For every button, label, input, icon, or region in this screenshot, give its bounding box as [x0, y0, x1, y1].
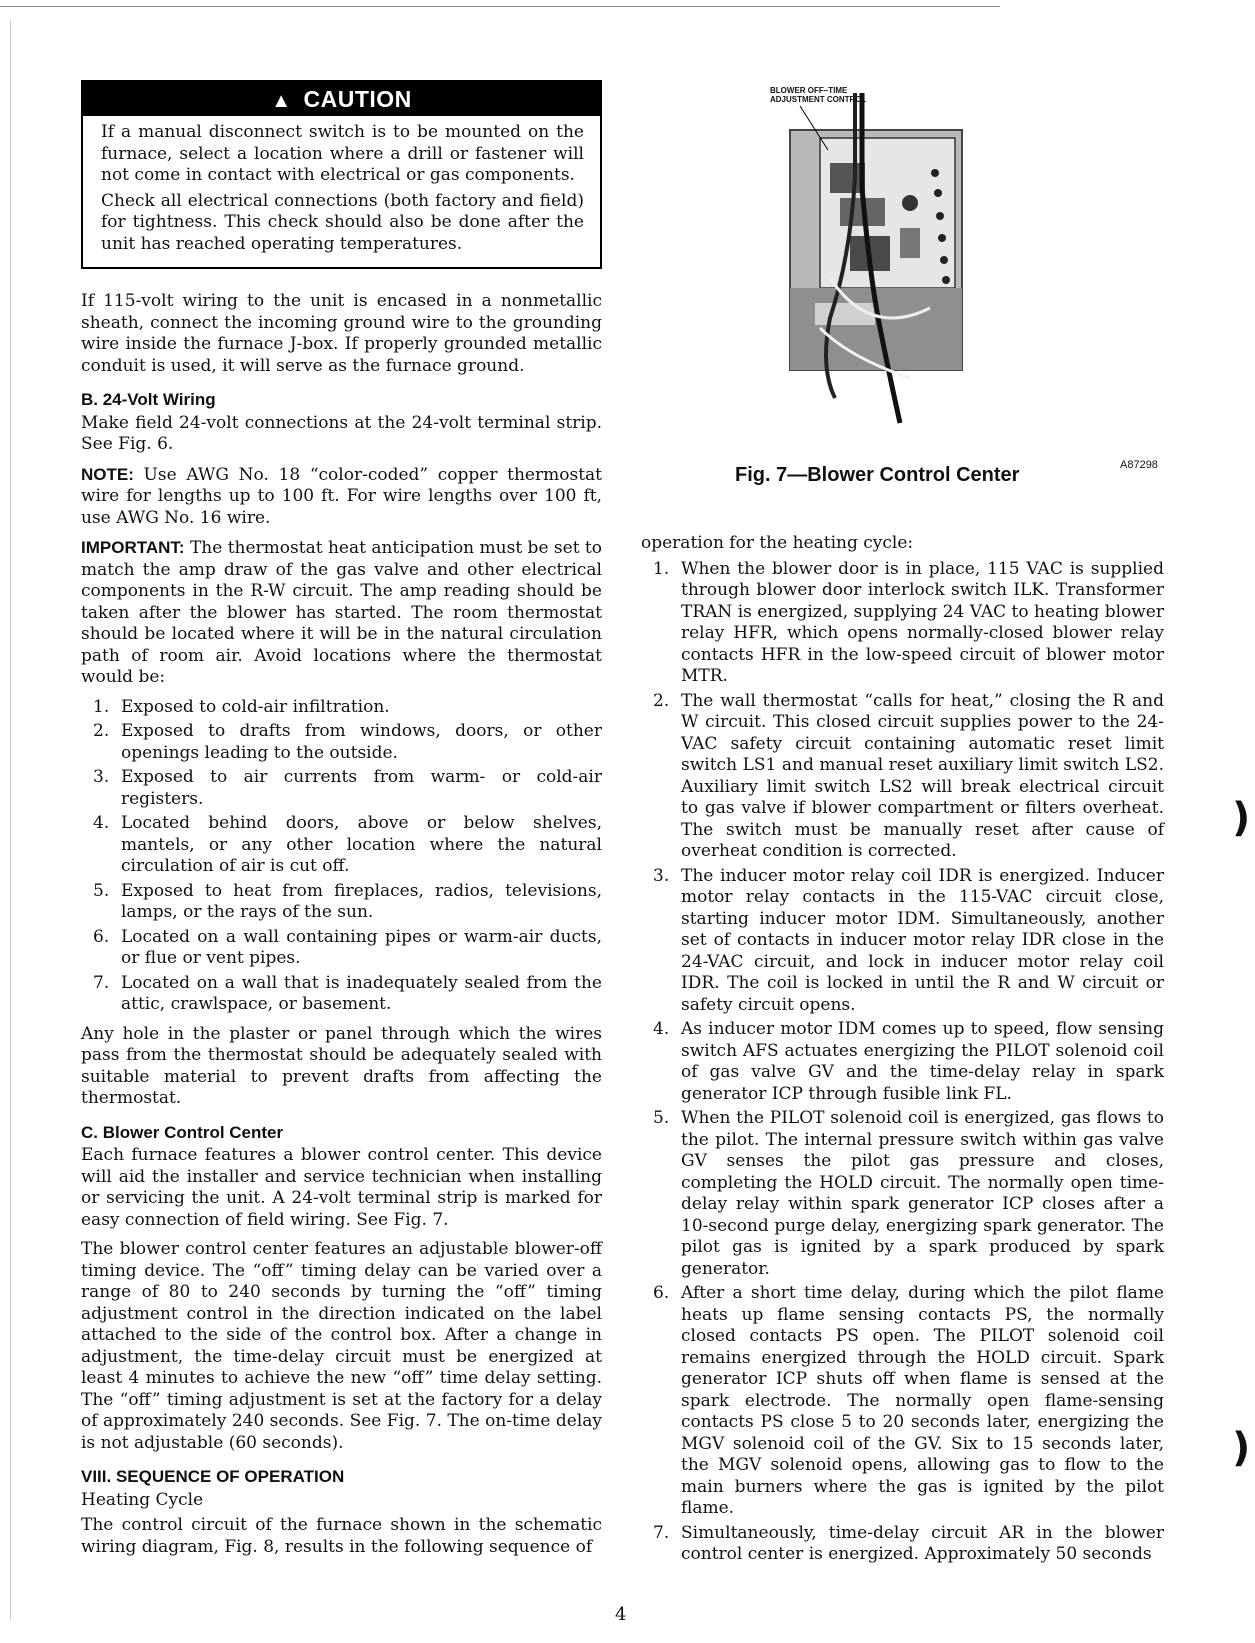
list-item: 1. When the blower door is in place, 115 VAC is supplied through blower door interlock switch ILK. Transformer TRAN is energized, supplying 24 VAC to heating blower relay HFR, which opens normally-closed blower relay contacts HFR in the low-speed circuit of blower motor MTR.	[653, 558, 1164, 686]
section-c-paragraph: Each furnace features a blower control center. This device will aid the installer and service technician when installing or servicing the unit. A 24-volt terminal strip is marked for easy connection of field wiring. See Fig. 7.	[81, 1145, 602, 1230]
list-item: 2. Exposed to drafts from windows, doors, or other openings leading to the outside.	[93, 721, 602, 763]
list-item: 7. Located on a wall that is inadequately sealed from the attic, crawlspace, or basement.	[93, 972, 602, 1014]
caution-header	[83, 82, 600, 116]
caution-box	[81, 80, 602, 269]
list-item: 4. Located behind doors, above or below shelves, mantels, or any other location where the natural circulation of air is cut off.	[93, 813, 602, 876]
hole-paragraph: Any hole in the plaster or panel through which the wires pass from the thermostat should be adequately sealed with suitable material to prevent drafts from affecting the thermostat.	[81, 1023, 602, 1108]
list-item: 1. Exposed to cold-air infiltration.	[93, 696, 390, 717]
binder-hole-mark: )	[1232, 795, 1251, 841]
list-item: 7. Simultaneously, time-delay circuit AR in the blower control center is energized. Approximately 50 seconds	[653, 1522, 1164, 1564]
sequence-intro: operation for the heating cycle:	[641, 533, 914, 553]
scan-edge	[10, 20, 11, 1620]
important-label: IMPORTANT:	[81, 538, 185, 557]
blower-control-center-photo	[760, 78, 992, 448]
heating-cycle-subheading: Heating Cycle	[81, 1489, 204, 1510]
section-heading-viii: VIII. SEQUENCE OF OPERATION	[81, 1467, 345, 1486]
page-number: 4	[615, 1604, 627, 1625]
note-paragraph	[81, 464, 602, 530]
figure-label: BLOWER OFF–TIME ADJUSTMENT CONTROL	[770, 86, 867, 104]
caution-body	[83, 116, 600, 267]
caution-paragraph: If a manual disconnect switch is to be mounted on the furnace, select a location where a drill or fastener will not come in contact with electrical or gas components.	[101, 122, 584, 185]
list-item: 5. Exposed to heat from fireplaces, radios, televisions, lamps, or the rays of the sun.	[93, 880, 602, 922]
note-text: Use AWG No. 18 “color-coded” copper thermostat wire for lengths up to 100 ft. For wire lengths over 100 ft, use AWG No. 16 wire.	[81, 464, 602, 528]
note-label: NOTE:	[81, 464, 134, 484]
section-heading-c: C. Blower Control Center	[81, 1122, 284, 1142]
figure-caption: Fig. 7—Blower Control Center	[735, 464, 1020, 486]
important-text: The thermostat heat anticipation must be set to match the amp draw of the gas valve and other electrical components in the R-W circuit. The amp reading should be taken after the blower has started. The room thermostat should be located where it will be in the natural circulation path of room air. Avoid locations where the thermostat would be:	[81, 538, 602, 687]
section-c-paragraph: The blower control center features an adjustable blower-off timing device. The “off” timing delay can be varied over a range of 80 to 240 seconds by turning the “off” timing adjustment control in the direction indicated on the label attached to the side of the control box. After a change in adjustment, the time-delay circuit must be energized at least 4 minutes to achieve the new “off” time delay setting. The “off” timing adjustment is set at the factory for a delay of approximately 240 seconds. See Fig. 7. The on-time delay is not adjustable (60 seconds).	[81, 1239, 602, 1453]
left-column	[81, 80, 602, 1566]
important-paragraph	[81, 537, 602, 689]
sequence-paragraph: The control circuit of the furnace shown in the schematic wiring diagram, Fig. 8, results in the following sequence of	[81, 1515, 602, 1557]
binder-hole-mark: )	[1232, 1425, 1251, 1471]
list-item: 4. As inducer motor IDM comes up to speed, flow sensing switch AFS actuates energizing the PILOT solenoid coil of gas valve GV and the time-delay relay in spark generator ICP through fusible link FL.	[653, 1019, 1164, 1104]
ground-paragraph: If 115-volt wiring to the unit is encased in a nonmetallic sheath, connect the incoming ground wire to the grounding wire inside the furnace J-box. If properly grounded metallic conduit is used, it will serve as the furnace ground.	[81, 291, 602, 376]
warning-triangle-icon: ▲	[271, 90, 292, 112]
list-item: 6. Located on a wall containing pipes or warm-air ducts, or flue or vent pipes.	[93, 926, 602, 968]
heating-sequence-list	[641, 559, 1164, 1566]
top-rule	[0, 6, 1000, 7]
caution-paragraph: Check all electrical connections (both factory and field) for tightness. This check should also be done after the unit has reached operating temperatures.	[101, 190, 584, 254]
list-item: 6. After a short time delay, during which the pilot flame heats up flame sensing contacts PS, the normally closed contacts PS open. The PILOT solenoid coil remains energized through the HOLD circuit. Spark generator ICP shuts off when flame is sensed at the spark electrode. The normally open flame-sensing contacts PS close 5 to 20 seconds later, energizing the MGV solenoid coil of the GV. Six to 15 seconds later, the MGV solenoid opens, allowing gas to flow to the main burners where the gas is ignited by the pilot flame.	[653, 1283, 1164, 1518]
right-column	[641, 533, 1164, 1574]
thermostat-location-list	[81, 697, 602, 1016]
list-item: 3. The inducer motor relay coil IDR is energized. Inducer motor relay contacts in the 115-VAC circuit close, starting inducer motor IDM. Simultaneously, another set of contacts in inducer motor relay IDR close in the 24-VAC circuit, and lock in inducer motor relay coil IDR. The coil is locked in until the R and W circuit or safety circuit opens.	[653, 865, 1164, 1015]
list-item: 5. When the PILOT solenoid coil is energized, gas flows to the pilot. The internal pressure switch within gas valve GV senses the pilot gas pressure and closes, completing the HOLD circuit. The normally open time-delay relay within spark generator ICP closes after a 10-second purge delay, energizing spark generator. The pilot gas is ignited by a spark produced by spark generator.	[653, 1108, 1164, 1279]
caution-title: CAUTION	[303, 86, 412, 112]
list-item: 3. Exposed to air currents from warm- or cold-air registers.	[93, 767, 602, 809]
figure-code: A87298	[1120, 459, 1158, 471]
list-item: 2. The wall thermostat “calls for heat,” closing the R and W circuit. This closed circuit supplies power to the 24-VAC safety circuit containing automatic reset limit switch LS1 and manual reset auxiliary limit switch LS2. Auxiliary limit switch LS2 will break electrical circuit to gas valve if blower compartment or filters overheat. The switch must be manually reset after cause of overheat condition is corrected.	[653, 690, 1164, 861]
section-heading-b: B. 24-Volt Wiring	[81, 390, 216, 409]
section-b-paragraph: Make field 24-volt connections at the 24-volt terminal strip. See Fig. 6.	[81, 412, 602, 454]
